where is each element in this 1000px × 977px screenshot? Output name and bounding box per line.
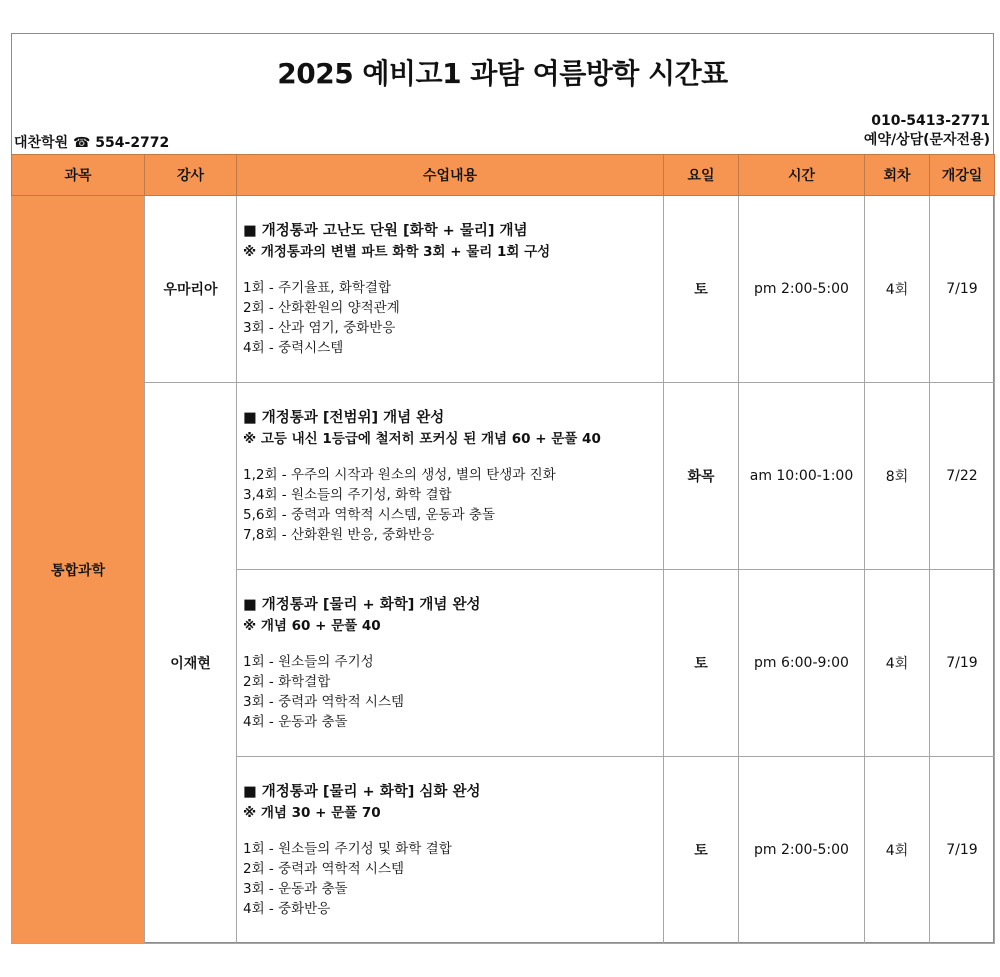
course-note: ※ 개정통과의 변별 파트 화학 3회 + 물리 1회 구성 [243,243,551,260]
start-date-cell: 7/22 [930,383,995,570]
session-item: 3회 - 운동과 충돌 [243,880,348,897]
course-note: ※ 개념 30 + 문풀 70 [243,804,381,821]
course-content [237,570,664,757]
session-item: 2회 - 중력과 역학적 시스템 [243,860,405,877]
schedule-table [11,154,995,944]
session-count-cell: 4회 [865,757,930,944]
header-content: 수업내용 [237,155,664,196]
day-cell: 화목 [664,383,739,570]
contact-info [864,112,990,150]
session-count-cell: 4회 [865,196,930,383]
teacher-cell: 이재현 [145,383,237,944]
course-title: ■ 개정통과 [물리 + 화학] 심화 완성 [243,783,481,800]
header-start: 개강일 [930,155,995,196]
header-time: 시간 [739,155,865,196]
day-cell: 토 [664,196,739,383]
timetable-sheet [11,33,994,943]
contact-note: 예약/상담(문자전용) [863,132,990,148]
session-count-cell: 4회 [865,570,930,757]
page-title: 2025 예비고1 과탐 여름방학 시간표 [277,57,728,90]
session-item: 3,4회 - 원소들의 주기성, 화학 결합 [243,486,452,503]
session-item: 1회 - 원소들의 주기성 [243,653,374,670]
contact-phone: 010-5413-2771 [871,113,990,129]
day-cell: 토 [664,757,739,944]
header-subject: 과목 [12,155,145,196]
header-row [12,155,995,196]
time-cell: pm 6:00-9:00 [739,570,865,757]
session-item: 1,2회 - 우주의 시작과 원소의 생성, 별의 탄생과 진화 [243,466,556,483]
session-item: 4회 - 운동과 충돌 [243,713,348,730]
academy-info: 대찬학원 ☎ 554-2772 [14,135,170,151]
session-item: 1회 - 주기율표, 화학결합 [243,279,391,296]
time-cell: am 10:00-1:00 [739,383,865,570]
table-row [12,383,995,570]
time-cell: pm 2:00-5:00 [739,196,865,383]
session-item: 2회 - 화학결합 [243,673,331,690]
course-note: ※ 고등 내신 1등급에 철저히 포커싱 된 개념 60 + 문풀 40 [243,430,601,447]
course-content [237,757,664,944]
header-teacher: 강사 [145,155,237,196]
start-date-cell: 7/19 [930,196,995,383]
subject-cell: 통합과학 [12,196,145,944]
course-content [237,383,664,570]
course-title: ■ 개정통과 [전범위] 개념 완성 [243,409,445,426]
session-item: 2회 - 산화환원의 양적관계 [243,299,400,316]
header-sessions: 회차 [865,155,930,196]
session-item: 3회 - 산과 염기, 중화반응 [243,319,396,336]
teacher-cell: 우마리아 [145,196,237,383]
course-title: ■ 개정통과 [물리 + 화학] 개념 완성 [243,596,481,613]
day-cell: 토 [664,570,739,757]
session-count-cell: 8회 [865,383,930,570]
start-date-cell: 7/19 [930,757,995,944]
header-day: 요일 [664,155,739,196]
course-note: ※ 개념 60 + 문풀 40 [243,617,381,634]
session-item: 7,8회 - 산화환원 반응, 중화반응 [243,526,435,543]
time-cell: pm 2:00-5:00 [739,757,865,944]
session-item: 3회 - 중력과 역학적 시스템 [243,693,405,710]
table-row [12,196,995,383]
start-date-cell: 7/19 [930,570,995,757]
session-item: 5,6회 - 중력과 역학적 시스템, 운동과 충돌 [243,506,495,523]
session-item: 4회 - 중력시스템 [243,339,344,356]
course-title: ■ 개정통과 고난도 단원 [화학 + 물리] 개념 [243,222,528,239]
session-item: 4회 - 중화반응 [243,900,331,917]
course-content [237,196,664,383]
session-item: 1회 - 원소들의 주기성 및 화학 결합 [243,840,452,857]
